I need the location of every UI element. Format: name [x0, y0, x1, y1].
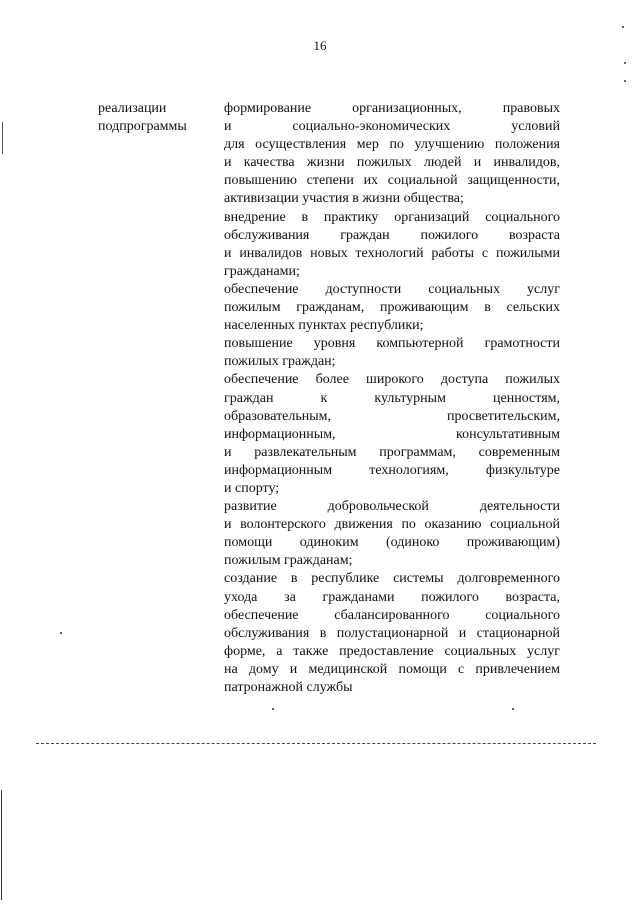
paragraph-7	[224, 570, 560, 697]
text-line: и спорту;	[224, 480, 280, 496]
text-line: граждан к культурным ценностям,	[224, 390, 560, 406]
scan-speck	[512, 708, 514, 710]
text-line: пожилым гражданам, проживающим в сельских	[224, 300, 560, 316]
text-line: и волонтерского движения по оказанию социальной	[224, 517, 560, 533]
paragraph-3	[224, 281, 560, 335]
scan-edge-mark	[2, 122, 3, 154]
page-number: 16	[313, 38, 327, 53]
text-line: формирование организационных, правовых	[224, 101, 560, 116]
text-line: обеспечение сбалансированного социального	[224, 607, 560, 623]
text-line: пожилым гражданам;	[224, 553, 353, 569]
scan-speck	[60, 632, 62, 634]
text-line: создание в республике системы долговременного	[224, 571, 560, 587]
text-line: образовательным, просветительским,	[224, 408, 560, 424]
text-line: и развлекательным программам, современным	[224, 444, 560, 460]
table-bottom-border	[36, 743, 596, 744]
scan-edge-line	[1, 790, 2, 900]
table-left-column	[98, 100, 218, 136]
paragraph-6	[224, 498, 560, 570]
text-line: форме, а также предоставление социальных услуг	[224, 643, 560, 659]
text-line: для осуществления мер по улучшению положения	[224, 137, 560, 153]
scan-speck	[622, 26, 624, 28]
text-line: обеспечение доступности социальных услуг	[224, 281, 560, 297]
text-line: пожилых граждан;	[224, 354, 336, 370]
left-column-line: реализации	[98, 101, 167, 116]
text-line: и качества жизни пожилых людей и инвалидов,	[224, 155, 560, 171]
text-line: информационным, консультативным	[224, 426, 560, 442]
text-line: обеспечение более широкого доступа пожилых	[224, 372, 560, 388]
text-line: обслуживания граждан пожилого возраста	[224, 227, 560, 243]
text-line: повышению степени их социальной защищенности,	[224, 173, 560, 189]
text-line: гражданами;	[224, 263, 300, 279]
text-line: помощи одиноким (одиноко проживающим)	[224, 535, 560, 551]
text-line: обслуживания в полустационарной и стационарной	[224, 625, 560, 641]
text-line: и инвалидов новых технологий работы с пожилыми	[224, 245, 560, 261]
text-line: на дому и медицинской помощи с привлечением	[224, 661, 560, 677]
scan-speck	[624, 62, 626, 64]
text-line: патронажной службы	[224, 680, 353, 695]
scan-speck	[624, 80, 626, 82]
paragraph-2	[224, 209, 560, 281]
paragraph-5	[224, 371, 560, 498]
text-line: развитие добровольческой деятельности	[224, 499, 560, 515]
text-line: населенных пунктах республики;	[224, 318, 424, 334]
text-line: информационным технологиям, физкультуре	[224, 462, 560, 478]
scan-speck	[272, 708, 274, 710]
text-line: ухода за гражданами пожилого возраста,	[224, 589, 560, 605]
text-line: внедрение в практику организаций социального	[224, 209, 560, 225]
left-column-line: подпрограммы	[98, 119, 187, 134]
table-right-column	[224, 100, 560, 697]
paragraph-4	[224, 335, 560, 371]
paragraph-1	[224, 100, 560, 209]
text-line: активизации участия в жизни общества;	[224, 191, 464, 207]
text-line: повышение уровня компьютерной грамотности	[224, 336, 560, 352]
text-line: и социально-экономических условий	[224, 119, 560, 135]
